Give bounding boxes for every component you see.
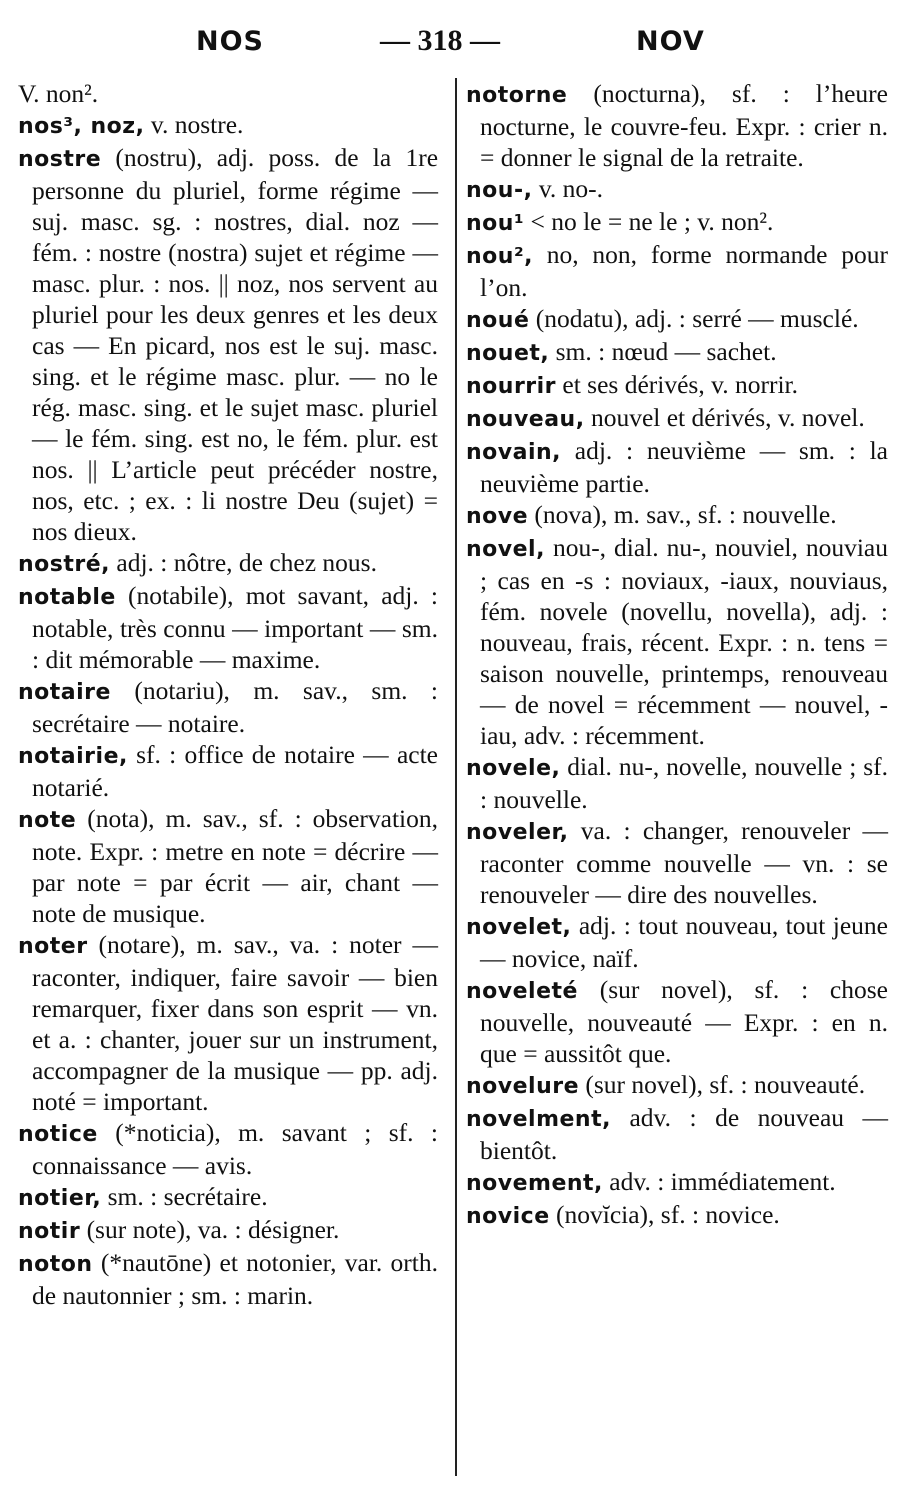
entry-definition: adv. : de nouveau — bientôt. [480,1103,889,1165]
dictionary-entry [18,1214,438,1247]
entry-definition: (nostru), adj. poss. de la 1re personne du pluriel, forme régime — suj. masc. sg. : nostres, dial. noz — fém. : nostre (nostra) sujet et régime — masc. plur. : nos. || noz, nos servent au pluriel pour les deux genres et les deux cas — En picard, nos est le suj. masc. sing. et le régime masc. plur. — no le rég. masc. sing. et le sujet masc. pluriel — le fém. sing. est no, le fém. plur. est nos. || L’article peut précéder nostre, nos, etc. ; ex. : li nostre Deu (sujet) = nos dieux. [32,143,439,546]
entry-definition: v. no-. [538,174,604,203]
entry-headword: novelure [466,1074,580,1099]
entry-headword: notairie, [18,744,128,769]
dictionary-entry [18,1117,438,1181]
dictionary-entry [466,1199,888,1232]
dictionary-entry [466,303,888,336]
entry-headword: note [18,808,77,833]
dictionary-entry [466,910,888,974]
entry-headword: notice [18,1122,98,1147]
entry-definition: adj. : tout nouveau, tout jeune — novice, naïf. [480,911,889,973]
entry-definition: no, non, forme normande pour l’on. [480,240,888,302]
entry-definition: (nodatu), adj. : serré — musclé. [535,304,859,333]
entry-headword: nou-, [466,178,533,203]
dictionary-entry [466,173,888,206]
entry-headword: notable [18,585,116,610]
dictionary-entry [18,78,438,109]
dictionary-entry [18,580,438,675]
dictionary-entry [466,1166,888,1199]
right-guide-word: NOV [636,26,705,57]
entry-headword: notaire [18,680,111,705]
entry-headword: novement, [466,1171,603,1196]
dictionary-entry [18,1247,438,1311]
entry-definition: et ses dérivés, v. norrir. [562,370,798,399]
entry-headword: nouveau, [466,407,585,432]
entry-definition: nou-, dial. nu-, nouviel, nouviau ; cas en -s : noviaux, -iaux, nouviaus, fém. novele (novellu, novella), adj. : nouveau, frais, récent. Expr. : n. tens = saison nouvelle, printemps, renouveau — de novel = récemment — nouvel, -iau, adv. : récemment. [480,533,888,750]
dictionary-entry [18,803,438,929]
entry-definition: (notare), m. sav., va. : noter — raconter, indiquer, faire savoir — bien remarquer, fixer dans son esprit — vn. et a. : chanter, jouer sur un instrument, accompagner de la musique — pp. adj. noté = important. [32,930,438,1116]
entry-headword: noveler, [466,820,569,845]
entry-definition: < no le = ne le ; v. non². [530,207,774,236]
dictionary-entry [18,142,438,547]
entry-definition: (nota), m. sav., sf. : observation, note. Expr. : metre en note = décrire — par note = par écrit — air, chant — note de musique. [32,804,438,928]
entry-definition: sf. : office de notaire — acte notarié. [32,740,438,802]
dictionary-entry [466,239,888,303]
dictionary-entry [18,675,438,739]
entry-headword: novel, [466,537,545,562]
entry-definition: (notabile), mot savant, adj. : notable, très connu — important — sm. : dit mémorable — maxime. [32,581,438,674]
dictionary-entry [466,1102,888,1166]
entry-definition: (sur novel), sf. : nouveauté. [585,1070,866,1099]
dictionary-entry [466,206,888,239]
entry-definition: v. nostre. [150,110,244,139]
column-divider [455,78,457,1476]
entry-headword: nove [466,504,529,529]
left-guide-word: NOS [196,26,264,57]
entry-headword: noter [18,934,88,959]
dictionary-entry [466,499,888,532]
entry-definition: (sur note), va. : désigner. [86,1215,340,1244]
right-column [466,78,888,1232]
dictionary-entry [466,402,888,435]
dictionary-entry [466,369,888,402]
dictionary-entry [18,547,438,580]
entry-headword: noué [466,308,530,333]
entry-headword: novelment, [466,1107,611,1132]
entry-headword: nourrir [466,374,557,399]
dictionary-entry [466,336,888,369]
entry-definition: (*nautōne) et notonier, var. orth. de nautonnier ; sm. : marin. [32,1248,438,1310]
entry-definition: adv. : immédiatement. [609,1167,836,1196]
entry-definition: adj. : nôtre, de chez nous. [116,548,377,577]
entry-headword: novelet, [466,915,572,940]
entry-headword: novice [466,1204,550,1229]
entry-headword: nostré, [18,552,111,577]
entry-headword: novain, [466,440,562,465]
dictionary-entry [466,815,888,910]
dictionary-entry [18,1181,438,1214]
entry-definition: sm. : nœud — sachet. [555,337,777,366]
dictionary-entry [18,739,438,803]
entry-headword: nostre [18,147,102,172]
entry-headword: novele, [466,756,561,781]
entry-headword: nou², [466,244,533,269]
entry-headword: notir [18,1219,81,1244]
dictionary-entry [466,974,888,1069]
entry-headword: nou¹ [466,211,525,236]
entry-headword: nouet, [466,341,550,366]
entry-definition: dial. nu-, novelle, nouvelle ; sf. : nouvelle. [480,752,889,814]
entry-definition: (nocturna), sf. : l’heure nocturne, le couvre-feu. Expr. : crier n. = donner le signal de la retraite. [480,79,888,172]
dictionary-entry [18,109,438,142]
entry-definition: adj. : neuvième — sm. : la neuvième partie. [480,436,889,498]
entry-definition: sm. : secrétaire. [107,1182,268,1211]
entry-definition: V. non². [18,79,99,108]
page-header [0,26,903,66]
entry-headword: noton [18,1252,93,1277]
entry-definition: (sur novel), sf. : chose nouvelle, nouveauté — Expr. : en n. que = aussitôt que. [480,975,888,1068]
entry-definition: nouvel et dérivés, v. novel. [590,403,865,432]
entry-headword: noveleté [466,979,578,1004]
entry-definition: (novĭcia), sf. : novice. [556,1200,780,1229]
dictionary-entry [466,435,888,499]
dictionary-entry [466,1069,888,1102]
entry-definition: (*noticia), m. savant ; sf. : connaissance — avis. [32,1118,438,1180]
dictionary-entry [18,929,438,1117]
entry-headword: notorne [466,83,568,108]
dictionary-entry [466,78,888,173]
left-column [18,78,438,1311]
dictionary-entry [466,751,888,815]
entry-definition: (nova), m. sav., sf. : nouvelle. [534,500,837,529]
entry-headword: nos³, noz, [18,114,145,139]
entry-definition: va. : changer, renouveler — raconter comme nouvelle — vn. : se renouveler — dire des nouvelles. [480,816,888,909]
dictionary-entry [466,532,888,751]
entry-definition: (notariu), m. sav., sm. : secrétaire — notaire. [32,676,438,738]
page-number: — 318 — [380,24,500,57]
entry-headword: notier, [18,1186,102,1211]
